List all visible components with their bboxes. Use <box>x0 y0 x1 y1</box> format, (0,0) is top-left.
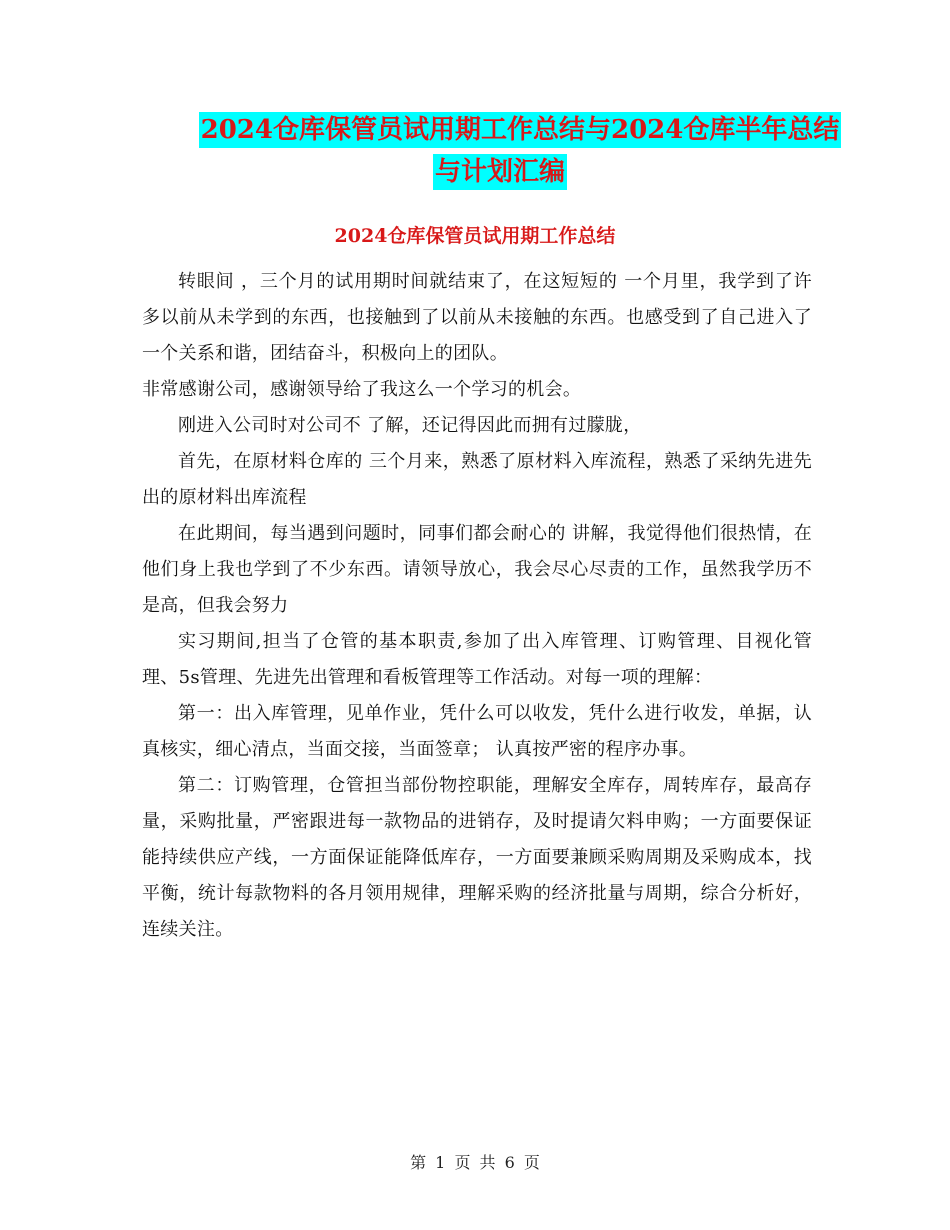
paragraph: 首先，在原材料仓库的 三个月来，熟悉了原材料入库流程，熟悉了采纳先进先出的原材料出库流程 <box>142 451 812 508</box>
paragraph: 在此期间，每当遇到问题时，同事们都会耐心的 讲解，我觉得他们很热情，在他们身上我也学到了不少东西。请领导放心，我会尽心尽责的工作，虽然我学历不是高，但我会努力 <box>142 523 812 616</box>
title-line-1: 2024仓库保管员试用期工作总结与2024仓库半年总结 <box>199 112 842 148</box>
page-footer: 第 1 页 共 6 页 <box>410 1153 540 1172</box>
section-heading: 2024仓库保管员试用期工作总结 <box>334 225 616 247</box>
paragraph: 第二：订购管理，仓管担当部份物控职能，理解安全库存，周转库存，最高存量，采购批量，严密跟进每一款物品的进销存，及时提请欠料申购；一方面要保证能持续供应产线，一方面保证能降低库存，一方面要兼顾采购周期及采购成本，找平衡，统计每款物料的各月领用规律，理解采购的经济批量与周期，综合分析好，连续关注。 <box>142 775 812 940</box>
title-line-2: 与计划汇编 <box>433 154 567 190</box>
document-title <box>150 112 850 190</box>
paragraph: 转眼间 ，三个月的试用期时间就结束了，在这短短的 一个月里，我学到了许多以前从未学到的东西，也接触到了以前从未接触的东西。也感受到了自己进入了一个关系和谐，团结奋斗，积极向上的团队。 <box>142 271 812 364</box>
body-text <box>142 264 812 948</box>
paragraph: 第一：出入库管理，见单作业，凭什么可以收发，凭什么进行收发，单据，认真核实，细心清点，当面交接，当面签章； 认真按严密的程序办事。 <box>142 703 812 760</box>
paragraph: 刚进入公司时对公司不 了解，还记得因此而拥有过朦胧， <box>178 415 642 436</box>
paragraph: 实习期间,担当了仓管的基本职责,参加了出入库管理、订购管理、目视化管理、5s管理、先进先出管理和看板管理等工作活动。对每一项的理解： <box>142 631 812 688</box>
paragraph: 非常感谢公司，感谢领导给了我这么一个学习的机会。 <box>142 379 582 400</box>
